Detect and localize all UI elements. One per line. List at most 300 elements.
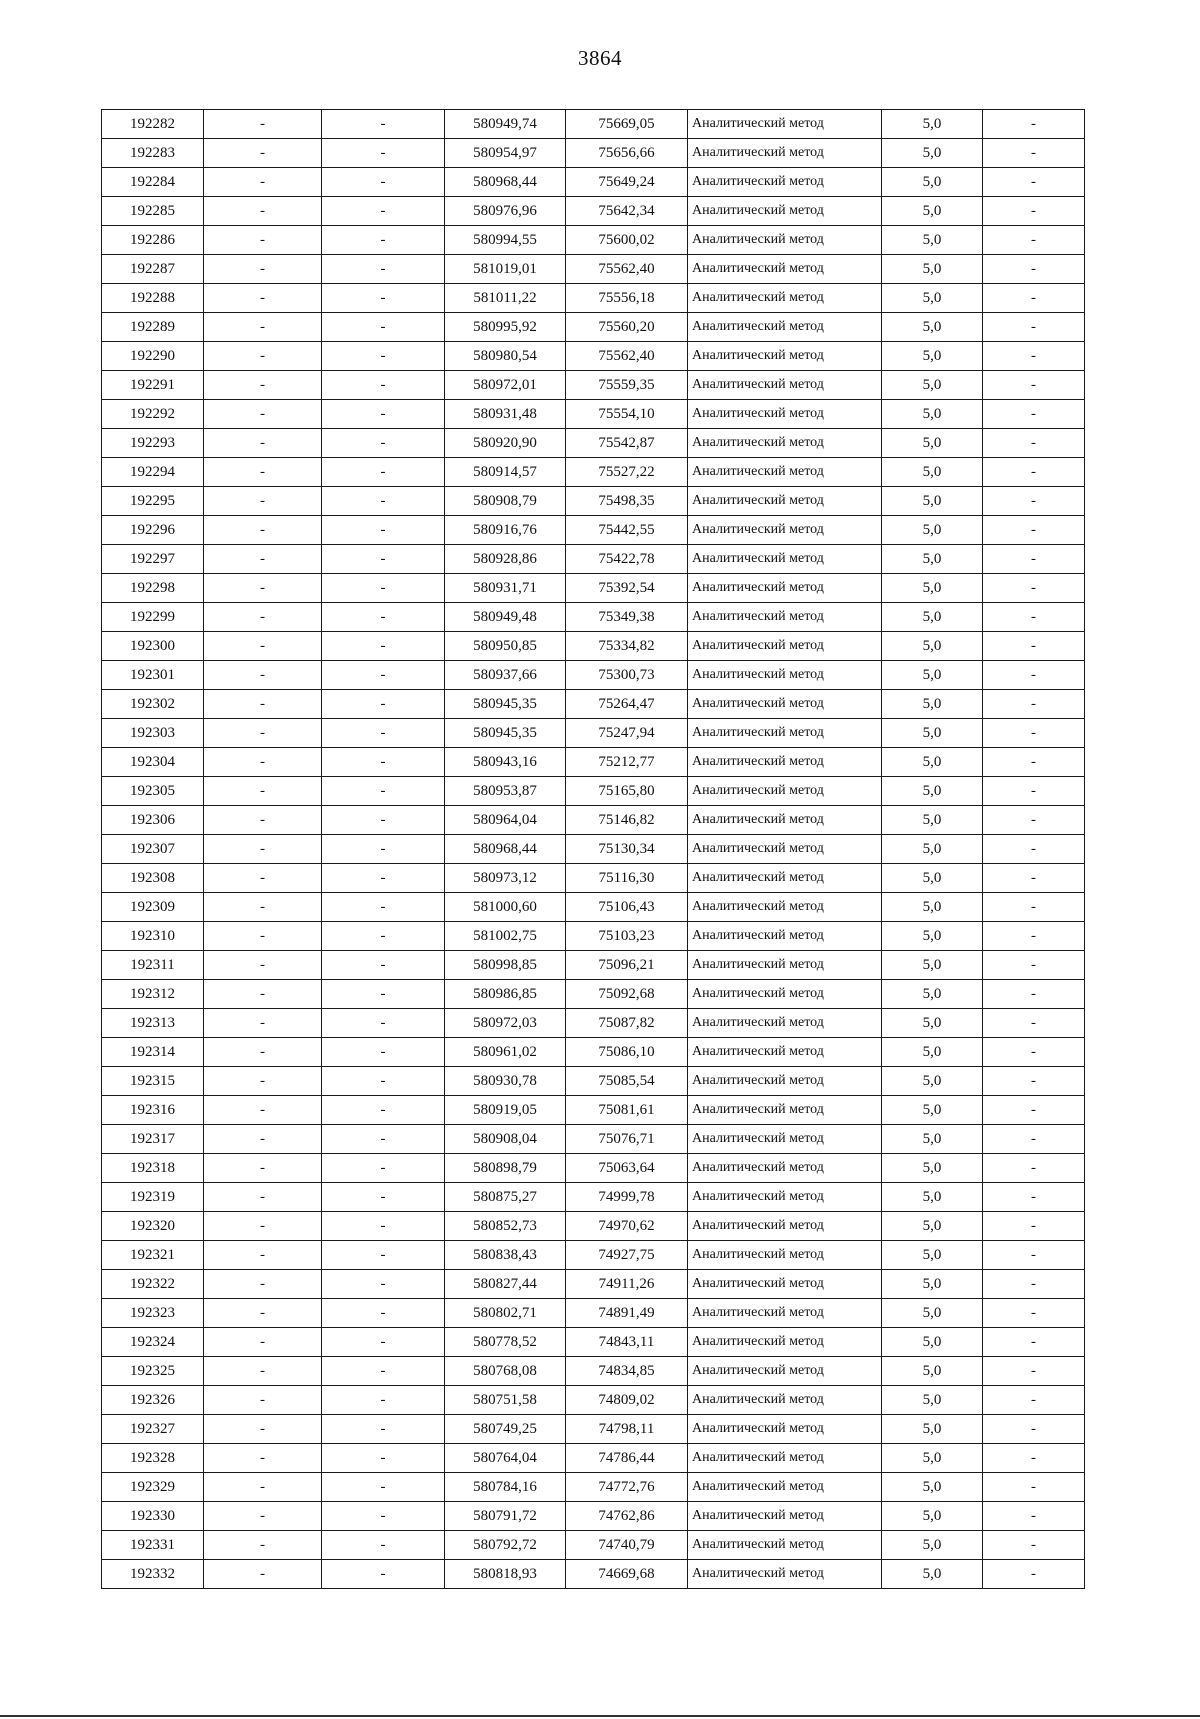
cell-empty-a: - (204, 1560, 322, 1589)
cell-point-number: 192283 (102, 139, 204, 168)
cell-coordinate-x: 580995,92 (445, 313, 566, 342)
cell-point-number: 192317 (102, 1125, 204, 1154)
cell-coordinate-x: 580764,04 (445, 1444, 566, 1473)
cell-empty-a: - (204, 197, 322, 226)
cell-method: Аналитический метод (688, 574, 882, 603)
cell-coordinate-x: 580928,86 (445, 545, 566, 574)
cell-empty-b: - (322, 1444, 445, 1473)
cell-coordinate-y: 75247,94 (566, 719, 688, 748)
cell-note: - (983, 1212, 1085, 1241)
cell-precision: 5,0 (882, 603, 983, 632)
cell-coordinate-y: 74970,62 (566, 1212, 688, 1241)
table-row (102, 1328, 1085, 1357)
cell-point-number: 192321 (102, 1241, 204, 1270)
cell-coordinate-y: 75106,43 (566, 893, 688, 922)
cell-coordinate-y: 74999,78 (566, 1183, 688, 1212)
cell-point-number: 192297 (102, 545, 204, 574)
cell-precision: 5,0 (882, 1560, 983, 1589)
cell-empty-a: - (204, 284, 322, 313)
cell-method: Аналитический метод (688, 1125, 882, 1154)
cell-note: - (983, 1096, 1085, 1125)
cell-empty-b: - (322, 719, 445, 748)
cell-point-number: 192304 (102, 748, 204, 777)
cell-empty-a: - (204, 1386, 322, 1415)
table-row (102, 748, 1085, 777)
cell-precision: 5,0 (882, 313, 983, 342)
cell-coordinate-x: 580945,35 (445, 719, 566, 748)
table-row (102, 1038, 1085, 1067)
table-row (102, 1386, 1085, 1415)
cell-method: Аналитический метод (688, 1096, 882, 1125)
cell-note: - (983, 197, 1085, 226)
cell-precision: 5,0 (882, 1212, 983, 1241)
cell-empty-b: - (322, 1560, 445, 1589)
table-row (102, 139, 1085, 168)
table-row (102, 719, 1085, 748)
cell-note: - (983, 1415, 1085, 1444)
cell-point-number: 192289 (102, 313, 204, 342)
cell-method: Аналитический метод (688, 1560, 882, 1589)
cell-coordinate-x: 580792,72 (445, 1531, 566, 1560)
cell-coordinate-x: 580973,12 (445, 864, 566, 893)
table-row (102, 1125, 1085, 1154)
cell-empty-a: - (204, 342, 322, 371)
cell-point-number: 192285 (102, 197, 204, 226)
cell-note: - (983, 226, 1085, 255)
table-body (102, 110, 1085, 1589)
cell-coordinate-x: 580945,35 (445, 690, 566, 719)
table-row (102, 284, 1085, 313)
cell-coordinate-x: 580976,96 (445, 197, 566, 226)
cell-precision: 5,0 (882, 806, 983, 835)
cell-precision: 5,0 (882, 1473, 983, 1502)
cell-empty-b: - (322, 661, 445, 690)
table-row (102, 1096, 1085, 1125)
cell-note: - (983, 835, 1085, 864)
cell-method: Аналитический метод (688, 342, 882, 371)
cell-precision: 5,0 (882, 574, 983, 603)
cell-precision: 5,0 (882, 690, 983, 719)
cell-coordinate-x: 581011,22 (445, 284, 566, 313)
cell-coordinate-x: 580994,55 (445, 226, 566, 255)
cell-empty-a: - (204, 806, 322, 835)
cell-empty-a: - (204, 516, 322, 545)
cell-method: Аналитический метод (688, 1299, 882, 1328)
cell-empty-a: - (204, 574, 322, 603)
cell-empty-a: - (204, 1183, 322, 1212)
cell-point-number: 192330 (102, 1502, 204, 1531)
cell-empty-b: - (322, 1473, 445, 1502)
cell-method: Аналитический метод (688, 545, 882, 574)
cell-point-number: 192292 (102, 400, 204, 429)
cell-point-number: 192300 (102, 632, 204, 661)
cell-empty-b: - (322, 1038, 445, 1067)
cell-point-number: 192298 (102, 574, 204, 603)
cell-point-number: 192306 (102, 806, 204, 835)
table-row (102, 1357, 1085, 1386)
cell-coordinate-y: 75442,55 (566, 516, 688, 545)
cell-note: - (983, 1067, 1085, 1096)
cell-precision: 5,0 (882, 400, 983, 429)
cell-point-number: 192301 (102, 661, 204, 690)
cell-coordinate-x: 580950,85 (445, 632, 566, 661)
cell-coordinate-y: 75103,23 (566, 922, 688, 951)
cell-method: Аналитический метод (688, 400, 882, 429)
cell-empty-b: - (322, 1415, 445, 1444)
cell-coordinate-y: 75562,40 (566, 342, 688, 371)
cell-method: Аналитический метод (688, 719, 882, 748)
cell-empty-a: - (204, 980, 322, 1009)
cell-empty-b: - (322, 255, 445, 284)
table-row (102, 980, 1085, 1009)
cell-precision: 5,0 (882, 719, 983, 748)
cell-point-number: 192302 (102, 690, 204, 719)
cell-empty-a: - (204, 1444, 322, 1473)
cell-precision: 5,0 (882, 1096, 983, 1125)
cell-method: Аналитический метод (688, 487, 882, 516)
cell-precision: 5,0 (882, 1038, 983, 1067)
cell-method: Аналитический метод (688, 110, 882, 139)
cell-note: - (983, 458, 1085, 487)
cell-empty-a: - (204, 1531, 322, 1560)
cell-note: - (983, 1241, 1085, 1270)
cell-method: Аналитический метод (688, 951, 882, 980)
cell-note: - (983, 719, 1085, 748)
cell-method: Аналитический метод (688, 1386, 882, 1415)
cell-coordinate-y: 75656,66 (566, 139, 688, 168)
cell-empty-a: - (204, 777, 322, 806)
cell-empty-b: - (322, 139, 445, 168)
cell-note: - (983, 1125, 1085, 1154)
cell-precision: 5,0 (882, 1299, 983, 1328)
cell-empty-b: - (322, 487, 445, 516)
cell-note: - (983, 574, 1085, 603)
cell-empty-a: - (204, 1357, 322, 1386)
cell-empty-a: - (204, 458, 322, 487)
cell-empty-b: - (322, 1531, 445, 1560)
cell-point-number: 192295 (102, 487, 204, 516)
cell-empty-b: - (322, 168, 445, 197)
cell-empty-a: - (204, 1270, 322, 1299)
cell-coordinate-y: 74740,79 (566, 1531, 688, 1560)
table-row (102, 632, 1085, 661)
coordinates-table (101, 109, 1085, 1589)
cell-empty-b: - (322, 1096, 445, 1125)
cell-point-number: 192331 (102, 1531, 204, 1560)
cell-method: Аналитический метод (688, 1009, 882, 1038)
cell-precision: 5,0 (882, 893, 983, 922)
cell-empty-a: - (204, 661, 322, 690)
cell-empty-b: - (322, 574, 445, 603)
cell-empty-a: - (204, 1154, 322, 1183)
cell-method: Аналитический метод (688, 777, 882, 806)
cell-method: Аналитический метод (688, 893, 882, 922)
cell-note: - (983, 168, 1085, 197)
cell-precision: 5,0 (882, 951, 983, 980)
cell-precision: 5,0 (882, 1531, 983, 1560)
cell-coordinate-y: 75649,24 (566, 168, 688, 197)
cell-empty-a: - (204, 371, 322, 400)
table-row (102, 1444, 1085, 1473)
cell-empty-a: - (204, 1067, 322, 1096)
cell-coordinate-y: 74772,76 (566, 1473, 688, 1502)
cell-point-number: 192294 (102, 458, 204, 487)
cell-precision: 5,0 (882, 1154, 983, 1183)
table-row (102, 458, 1085, 487)
cell-note: - (983, 400, 1085, 429)
cell-coordinate-x: 580972,03 (445, 1009, 566, 1038)
cell-precision: 5,0 (882, 342, 983, 371)
cell-point-number: 192325 (102, 1357, 204, 1386)
table-row (102, 545, 1085, 574)
cell-coordinate-y: 74809,02 (566, 1386, 688, 1415)
cell-empty-b: - (322, 777, 445, 806)
cell-point-number: 192324 (102, 1328, 204, 1357)
cell-method: Аналитический метод (688, 313, 882, 342)
cell-coordinate-y: 75422,78 (566, 545, 688, 574)
cell-method: Аналитический метод (688, 661, 882, 690)
cell-empty-a: - (204, 719, 322, 748)
cell-method: Аналитический метод (688, 632, 882, 661)
cell-coordinate-y: 75669,05 (566, 110, 688, 139)
cell-empty-b: - (322, 313, 445, 342)
cell-coordinate-y: 75130,34 (566, 835, 688, 864)
table-row (102, 255, 1085, 284)
cell-note: - (983, 1038, 1085, 1067)
cell-note: - (983, 893, 1085, 922)
cell-empty-a: - (204, 690, 322, 719)
table-row (102, 1473, 1085, 1502)
cell-empty-a: - (204, 400, 322, 429)
cell-note: - (983, 313, 1085, 342)
cell-note: - (983, 1502, 1085, 1531)
cell-point-number: 192308 (102, 864, 204, 893)
cell-note: - (983, 748, 1085, 777)
cell-method: Аналитический метод (688, 1502, 882, 1531)
table-row (102, 835, 1085, 864)
cell-precision: 5,0 (882, 1386, 983, 1415)
cell-method: Аналитический метод (688, 226, 882, 255)
cell-coordinate-x: 580972,01 (445, 371, 566, 400)
cell-empty-b: - (322, 371, 445, 400)
cell-point-number: 192290 (102, 342, 204, 371)
cell-empty-b: - (322, 1009, 445, 1038)
table-row (102, 1241, 1085, 1270)
cell-precision: 5,0 (882, 1125, 983, 1154)
cell-point-number: 192332 (102, 1560, 204, 1589)
cell-coordinate-x: 580802,71 (445, 1299, 566, 1328)
cell-coordinate-y: 74891,49 (566, 1299, 688, 1328)
table-row (102, 690, 1085, 719)
cell-empty-b: - (322, 226, 445, 255)
cell-coordinate-y: 75300,73 (566, 661, 688, 690)
table-row (102, 226, 1085, 255)
cell-coordinate-x: 580968,44 (445, 835, 566, 864)
cell-method: Аналитический метод (688, 1038, 882, 1067)
table-row (102, 1415, 1085, 1444)
cell-method: Аналитический метод (688, 1357, 882, 1386)
cell-note: - (983, 690, 1085, 719)
cell-empty-b: - (322, 516, 445, 545)
cell-point-number: 192312 (102, 980, 204, 1009)
cell-note: - (983, 110, 1085, 139)
cell-coordinate-x: 580954,97 (445, 139, 566, 168)
cell-note: - (983, 922, 1085, 951)
cell-coordinate-y: 75600,02 (566, 226, 688, 255)
cell-note: - (983, 1560, 1085, 1589)
cell-precision: 5,0 (882, 545, 983, 574)
table-row (102, 1502, 1085, 1531)
cell-precision: 5,0 (882, 284, 983, 313)
table-row (102, 574, 1085, 603)
cell-coordinate-x: 580931,71 (445, 574, 566, 603)
cell-coordinate-y: 75076,71 (566, 1125, 688, 1154)
cell-coordinate-y: 74786,44 (566, 1444, 688, 1473)
table-row (102, 342, 1085, 371)
cell-empty-a: - (204, 139, 322, 168)
table-row (102, 893, 1085, 922)
cell-precision: 5,0 (882, 371, 983, 400)
cell-coordinate-x: 580998,85 (445, 951, 566, 980)
cell-method: Аналитический метод (688, 429, 882, 458)
cell-point-number: 192314 (102, 1038, 204, 1067)
cell-precision: 5,0 (882, 429, 983, 458)
cell-method: Аналитический метод (688, 1415, 882, 1444)
cell-precision: 5,0 (882, 1270, 983, 1299)
table-row (102, 1299, 1085, 1328)
cell-coordinate-x: 580968,44 (445, 168, 566, 197)
cell-coordinate-y: 75392,54 (566, 574, 688, 603)
cell-coordinate-y: 75264,47 (566, 690, 688, 719)
cell-empty-a: - (204, 313, 322, 342)
cell-empty-a: - (204, 603, 322, 632)
cell-coordinate-x: 580937,66 (445, 661, 566, 690)
cell-note: - (983, 1009, 1085, 1038)
cell-note: - (983, 1299, 1085, 1328)
cell-empty-a: - (204, 893, 322, 922)
cell-note: - (983, 1473, 1085, 1502)
cell-note: - (983, 139, 1085, 168)
cell-empty-a: - (204, 545, 322, 574)
cell-empty-b: - (322, 1386, 445, 1415)
cell-method: Аналитический метод (688, 748, 882, 777)
cell-empty-b: - (322, 1125, 445, 1154)
cell-note: - (983, 1357, 1085, 1386)
cell-precision: 5,0 (882, 255, 983, 284)
cell-precision: 5,0 (882, 632, 983, 661)
cell-method: Аналитический метод (688, 516, 882, 545)
cell-coordinate-x: 580919,05 (445, 1096, 566, 1125)
cell-coordinate-y: 75085,54 (566, 1067, 688, 1096)
cell-method: Аналитический метод (688, 806, 882, 835)
table-row (102, 400, 1085, 429)
cell-note: - (983, 516, 1085, 545)
cell-coordinate-x: 580784,16 (445, 1473, 566, 1502)
cell-empty-a: - (204, 864, 322, 893)
cell-note: - (983, 1270, 1085, 1299)
cell-method: Аналитический метод (688, 139, 882, 168)
cell-empty-b: - (322, 1154, 445, 1183)
cell-note: - (983, 487, 1085, 516)
cell-point-number: 192310 (102, 922, 204, 951)
cell-point-number: 192287 (102, 255, 204, 284)
cell-method: Аналитический метод (688, 922, 882, 951)
cell-coordinate-y: 74798,11 (566, 1415, 688, 1444)
cell-empty-a: - (204, 1328, 322, 1357)
cell-coordinate-y: 75212,77 (566, 748, 688, 777)
cell-precision: 5,0 (882, 864, 983, 893)
cell-empty-b: - (322, 690, 445, 719)
cell-note: - (983, 342, 1085, 371)
cell-empty-b: - (322, 980, 445, 1009)
cell-precision: 5,0 (882, 922, 983, 951)
cell-point-number: 192311 (102, 951, 204, 980)
table-row (102, 168, 1085, 197)
cell-note: - (983, 545, 1085, 574)
cell-empty-b: - (322, 1183, 445, 1212)
cell-empty-b: - (322, 197, 445, 226)
cell-note: - (983, 429, 1085, 458)
cell-coordinate-y: 75527,22 (566, 458, 688, 487)
cell-coordinate-y: 75081,61 (566, 1096, 688, 1125)
cell-method: Аналитический метод (688, 603, 882, 632)
cell-precision: 5,0 (882, 777, 983, 806)
cell-precision: 5,0 (882, 1328, 983, 1357)
cell-empty-b: - (322, 400, 445, 429)
cell-coordinate-x: 580986,85 (445, 980, 566, 1009)
cell-coordinate-x: 581019,01 (445, 255, 566, 284)
cell-point-number: 192286 (102, 226, 204, 255)
cell-note: - (983, 864, 1085, 893)
cell-method: Аналитический метод (688, 1183, 882, 1212)
table-row (102, 661, 1085, 690)
cell-method: Аналитический метод (688, 1531, 882, 1560)
cell-method: Аналитический метод (688, 371, 882, 400)
cell-coordinate-y: 75334,82 (566, 632, 688, 661)
cell-coordinate-x: 580961,02 (445, 1038, 566, 1067)
cell-empty-b: - (322, 951, 445, 980)
cell-coordinate-y: 75642,34 (566, 197, 688, 226)
cell-empty-a: - (204, 632, 322, 661)
cell-empty-b: - (322, 1212, 445, 1241)
cell-method: Аналитический метод (688, 690, 882, 719)
cell-precision: 5,0 (882, 748, 983, 777)
cell-coordinate-x: 580931,48 (445, 400, 566, 429)
cell-method: Аналитический метод (688, 1473, 882, 1502)
cell-empty-a: - (204, 1299, 322, 1328)
cell-empty-b: - (322, 864, 445, 893)
cell-precision: 5,0 (882, 139, 983, 168)
cell-precision: 5,0 (882, 980, 983, 1009)
cell-coordinate-y: 75165,80 (566, 777, 688, 806)
cell-coordinate-x: 580751,58 (445, 1386, 566, 1415)
cell-point-number: 192305 (102, 777, 204, 806)
cell-empty-b: - (322, 284, 445, 313)
cell-empty-a: - (204, 1212, 322, 1241)
cell-coordinate-x: 580908,04 (445, 1125, 566, 1154)
cell-method: Аналитический метод (688, 458, 882, 487)
table-row (102, 516, 1085, 545)
cell-coordinate-y: 75498,35 (566, 487, 688, 516)
cell-empty-a: - (204, 951, 322, 980)
cell-point-number: 192299 (102, 603, 204, 632)
cell-empty-a: - (204, 1473, 322, 1502)
cell-coordinate-y: 75116,30 (566, 864, 688, 893)
table-row (102, 1270, 1085, 1299)
table-row (102, 951, 1085, 980)
cell-point-number: 192327 (102, 1415, 204, 1444)
cell-coordinate-y: 75559,35 (566, 371, 688, 400)
